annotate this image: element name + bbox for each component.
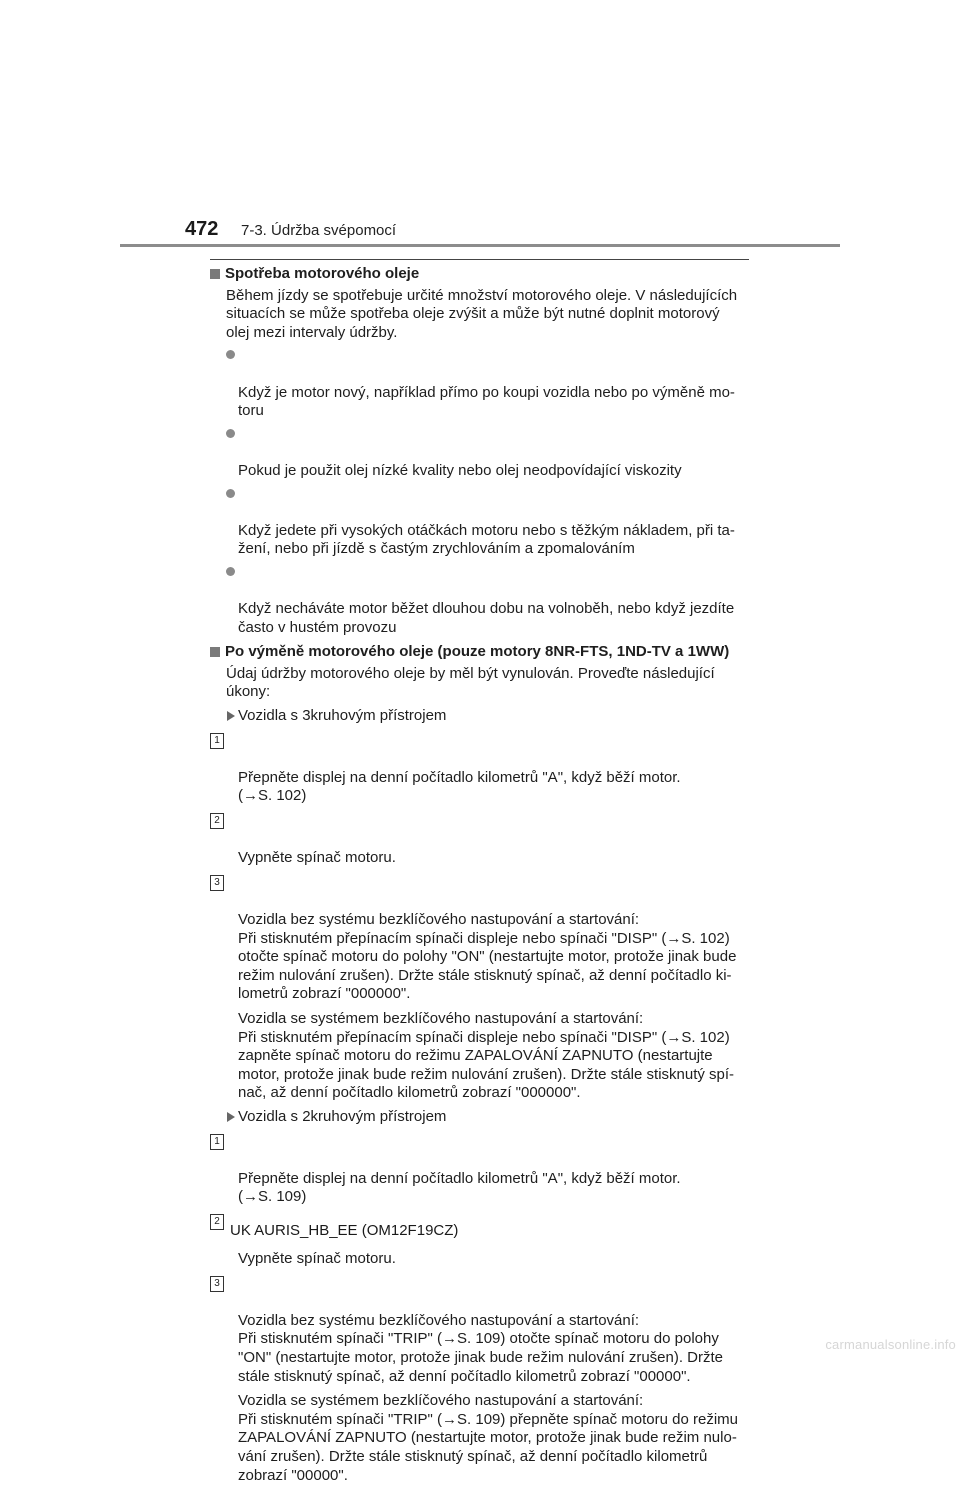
step-text: Přepněte displej na denní počítadlo kilometrů "A", když běží motor. (→S. 109) [238, 1169, 681, 1206]
step-number-badge: 1 [210, 733, 224, 749]
subsection-label [226, 707, 745, 726]
paragraph: Údaj údržby motorového oleje by měl být vynulován. Proveďte následující úkony: [226, 664, 715, 701]
step-item [210, 1133, 745, 1207]
step-item [210, 1275, 745, 1387]
subsection-text: Vozidla s 3kruhovým přístrojem [238, 707, 447, 725]
step-text: Vozidla bez systému bezklíčového nastupování a startování: Při stisknutém spínači "TRIP" (→S. 109) otočte spínač motoru do polohy "ON" (nestartujte motor, protože jinak bude režim nulování zrušen). Držte stále stisknutý spínač, až denní počítadlo kilometrů zobrazí "00000". [238, 1311, 724, 1385]
watermark: carmanualsonline.info [825, 1337, 956, 1352]
step-item [210, 732, 745, 806]
list-item-text: Když necháváte motor běžet dlouhou dobu na volnoběh, nebo když jezdíte často v hustém provozu [238, 600, 735, 636]
section-title: 7-3. Údržba svépomocí [241, 222, 397, 239]
list-item-text: Pokud je použit olej nízké kvality nebo olej neodpovídající viskozity [238, 461, 682, 479]
step-text: Vozidla bez systému bezklíčového nastupování a startování: Při stisknutém přepínacím spínači displeje nebo spínači "DISP" (→S. 102) otočte spínač motoru do polohy "ON" (nestartujte motor, protože jinak bude režim nulování zrušen). Držte stále stisknutý spínač, až denní počítadlo ki- lometrů zobrazí "000000". [238, 911, 737, 1003]
heading-text: Spotřeba motorového oleje [225, 265, 420, 282]
step-continuation: Vozidla se systémem bezklíčového nastupování a startování: Při stisknutém spínači "TRIP" (→S. 109) přepněte spínač motoru do režimu ZAPALOVÁNÍ ZAPNUTO (nestartujte motor, protože jinak bude režim nulo- vání zrušen). Držte stále stisknutý spínač, až denní počítadlo kilometrů zobrazí "00000". [238, 1392, 739, 1484]
step-text: Přepněte displej na denní počítadlo kilometrů "A", když běží motor. (→S. 102) [238, 768, 681, 805]
step-text: Vypněte spínač motoru. [238, 849, 396, 867]
section-heading-after-change [210, 643, 745, 662]
step-number-badge: 1 [210, 1134, 224, 1150]
list-item [226, 425, 745, 481]
manual-code: UK AURIS_HB_EE (OM12F19CZ) [230, 1222, 459, 1239]
list-item [226, 346, 745, 420]
list-item [226, 563, 745, 637]
step-item [210, 812, 745, 868]
square-bullet-icon [210, 269, 220, 279]
list-item-text: Když jedete při vysokých otáčkách motoru nebo s těžkým nákladem, při ta- žení, nebo při jízdě s častým zrychlováním a zpomalováním [238, 521, 735, 558]
step-number-badge: 3 [210, 875, 224, 891]
circle-bullet-icon [226, 350, 235, 359]
step-number-badge: 3 [210, 1276, 224, 1292]
triangle-bullet-icon [227, 711, 235, 721]
section-heading-consumption [210, 265, 745, 284]
step-number-badge: 2 [210, 813, 224, 829]
step-text: Vypněte spínač motoru. [238, 1250, 396, 1268]
subsection-text: Vozidla s 2kruhovým přístrojem [238, 1107, 447, 1125]
content-divider [210, 259, 749, 260]
paragraph: Během jízdy se spotřebuje určité množství motorového oleje. V následujících situacích se může spotřeba oleje zvýšit a může být nutné doplnit motorový olej mezi intervaly údržby. [226, 286, 738, 341]
page-header [0, 0, 960, 250]
page-content [210, 265, 745, 1485]
subsection-label [226, 1108, 745, 1127]
circle-bullet-icon [226, 489, 235, 498]
page-number: 472 [185, 218, 219, 240]
step-number-badge: 2 [210, 1214, 224, 1230]
heading-text: Po výměně motorového oleje (pouze motory 8NR-FTS, 1ND-TV a 1WW) [225, 643, 730, 661]
step-item [210, 874, 745, 1004]
list-item-text: Když je motor nový, například přímo po koupi vozidla nebo po výměně mo- toru [238, 383, 735, 420]
list-item [226, 485, 745, 559]
circle-bullet-icon [226, 429, 235, 438]
circle-bullet-icon [226, 567, 235, 576]
step-continuation: Vozidla se systémem bezklíčového nastupování a startování: Při stisknutém přepínacím spínači displeje nebo spínači "DISP" (→S. 102) zapněte spínač motoru do režimu ZAPALOVÁNÍ ZAPNUTO (nestartujte motor, protože jinak bude režim nulování zrušen). Držte stále stisknutý spí- nač, až denní počítadlo kilometrů zobrazí "000000". [238, 1009, 735, 1102]
square-bullet-icon [210, 647, 220, 657]
triangle-bullet-icon [227, 1112, 235, 1122]
header-divider [120, 244, 840, 247]
